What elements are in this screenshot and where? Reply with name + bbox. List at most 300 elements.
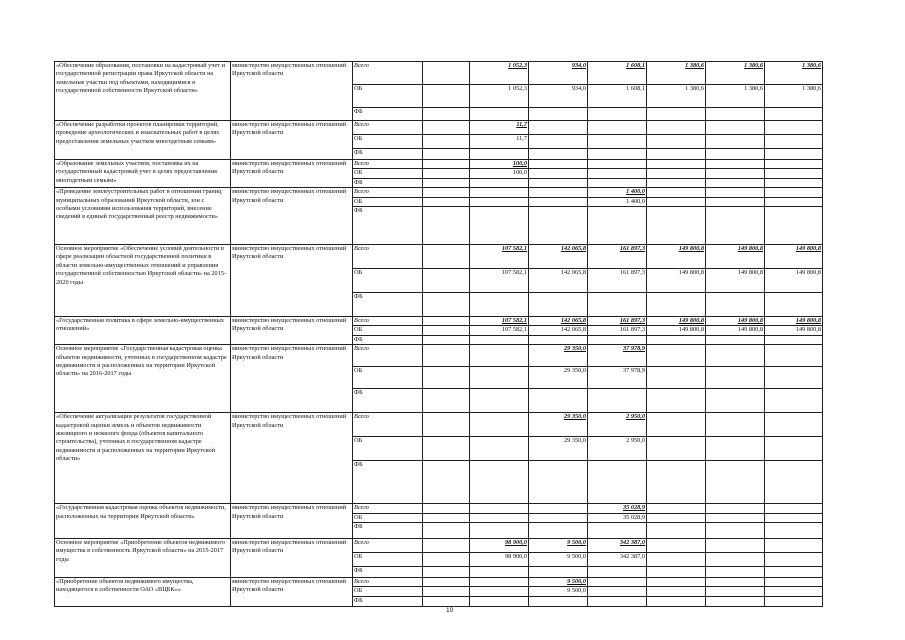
amount-cell: 149 800,8 — [765, 269, 823, 293]
amount-cell — [706, 437, 765, 461]
amount-cell — [588, 523, 647, 539]
amount-cell — [423, 578, 470, 587]
table-row-total — [55, 317, 823, 326]
amount-cell: 1 380,6 — [706, 85, 765, 108]
amount-cell — [706, 121, 765, 135]
amount-cell — [470, 461, 529, 504]
amount-cell — [647, 188, 706, 197]
funding-source: Всего — [353, 504, 423, 513]
amount-cell — [706, 578, 765, 587]
amount-cell: 149 800,8 — [765, 317, 823, 326]
amount-cell — [529, 523, 588, 539]
amount-cell — [423, 437, 470, 461]
amount-cell: 149 800,8 — [647, 269, 706, 293]
amount-cell — [588, 461, 647, 504]
measure-name: «Государственная кадастровая оценка объектов недвижимости, расположенных на территории Иркутской области» — [55, 504, 231, 539]
responsible-org: министерство имущественных отношений Иркутской области — [231, 578, 353, 607]
funding-source: ФБ — [353, 178, 423, 187]
amount-cell — [706, 188, 765, 197]
measure-name: «Приобретение объектов недвижимого имущества, находящегося в собственности ОАО «ВЦБК»» — [55, 578, 231, 607]
measure-name: Основное мероприятие «Приобретение объектов недвижимого имущества в собственность Иркутской области» на 2015-2017 годы — [55, 539, 231, 578]
amount-cell — [706, 169, 765, 178]
amount-cell — [647, 345, 706, 367]
amount-cell: 107 582,1 — [470, 269, 529, 293]
measure-name: «Обеспечение разработки проектов планировки территорий, проведение археологических и изыскательных работ в целях предоставления земельных участков многодетным семьям» — [55, 121, 231, 160]
amount-cell — [765, 461, 823, 504]
amount-cell — [470, 293, 529, 317]
amount-cell — [423, 245, 470, 269]
amount-cell — [765, 523, 823, 539]
amount-cell — [765, 188, 823, 197]
amount-cell — [423, 326, 470, 335]
amount-cell — [423, 207, 470, 245]
amount-cell — [423, 553, 470, 567]
table-row-total — [55, 539, 823, 553]
funding-source: Всего — [353, 539, 423, 553]
responsible-org: министерство имущественных отношений Иркутской области — [231, 160, 353, 188]
measure-name: «Обеспечение актуализации результатов государственной кадастровой оценки земель и объектов недвижимости жилищного и нежилого фонда (объектов капитального строительства), учтенных в государственном кадастре недвижимости и расположенных на территории Иркутской области» — [55, 413, 231, 504]
amount-cell — [470, 567, 529, 578]
amount-cell: 1 380,6 — [647, 62, 706, 85]
amount-cell: 37 978,9 — [588, 345, 647, 367]
amount-cell: 161 897,3 — [588, 245, 647, 269]
amount-cell — [423, 539, 470, 553]
table-row-total — [55, 188, 823, 197]
responsible-org: министерство имущественных отношений Иркутской области — [231, 504, 353, 539]
amount-cell — [765, 121, 823, 135]
amount-cell — [529, 335, 588, 344]
amount-cell: 149 800,8 — [647, 326, 706, 335]
responsible-org: министерство имущественных отношений Иркутской области — [231, 345, 353, 413]
amount-cell — [765, 178, 823, 187]
amount-cell: 1 400,0 — [588, 197, 647, 206]
funding-source: ОБ — [353, 197, 423, 206]
amount-cell: 9 500,0 — [529, 578, 588, 587]
measure-name: «Проведение землеустроительных работ в отношении границ муниципальных образований Иркутской области, зон с особыми условиями использования территорий, внесение сведений в единый государственный реестр недвижимости» — [55, 188, 231, 245]
amount-cell: 149 800,8 — [765, 245, 823, 269]
amount-cell — [647, 596, 706, 606]
amount-cell — [588, 389, 647, 413]
amount-cell — [529, 461, 588, 504]
amount-cell — [765, 567, 823, 578]
amount-cell — [706, 539, 765, 553]
amount-cell: 149 800,8 — [706, 317, 765, 326]
amount-cell: 1 380,6 — [765, 85, 823, 108]
amount-cell — [470, 367, 529, 389]
amount-cell: 149 800,8 — [647, 245, 706, 269]
amount-cell — [423, 160, 470, 169]
amount-cell: 37 978,9 — [588, 367, 647, 389]
amount-cell — [765, 553, 823, 567]
amount-cell — [706, 293, 765, 317]
amount-cell: 142 065,8 — [529, 317, 588, 326]
funding-source: ФБ — [353, 523, 423, 539]
amount-cell — [423, 85, 470, 108]
funding-source: ФБ — [353, 149, 423, 160]
amount-cell — [706, 178, 765, 187]
amount-cell — [765, 207, 823, 245]
amount-cell — [470, 108, 529, 121]
amount-cell — [529, 596, 588, 606]
amount-cell: 29 350,0 — [529, 413, 588, 437]
amount-cell — [706, 596, 765, 606]
amount-cell — [765, 197, 823, 206]
amount-cell — [765, 108, 823, 121]
amount-cell — [423, 178, 470, 187]
funding-source: Всего — [353, 188, 423, 197]
amount-cell: 934,0 — [529, 85, 588, 108]
amount-cell — [423, 504, 470, 513]
table-row-total — [55, 121, 823, 135]
amount-cell: 161 897,3 — [588, 326, 647, 335]
amount-cell — [529, 169, 588, 178]
amount-cell — [706, 587, 765, 596]
amount-cell — [765, 149, 823, 160]
amount-cell — [765, 539, 823, 553]
amount-cell — [647, 335, 706, 344]
amount-cell — [423, 335, 470, 344]
amount-cell — [706, 135, 765, 149]
funding-source: Всего — [353, 578, 423, 587]
funding-source: ОБ — [353, 367, 423, 389]
amount-cell — [588, 335, 647, 344]
amount-cell — [765, 169, 823, 178]
amount-cell: 1 052,3 — [470, 85, 529, 108]
amount-cell — [588, 160, 647, 169]
amount-cell: 9 500,0 — [529, 553, 588, 567]
amount-cell — [588, 121, 647, 135]
funding-source: Всего — [353, 121, 423, 135]
amount-cell — [588, 108, 647, 121]
amount-cell — [529, 207, 588, 245]
amount-cell — [647, 135, 706, 149]
funding-source: ОБ — [353, 587, 423, 596]
amount-cell — [588, 149, 647, 160]
amount-cell — [647, 121, 706, 135]
measure-name: Основное мероприятие «Государственная кадастровая оценка объектов недвижимости, учтенных в государственном кадастре недвижимости и расположенных на территории Иркутской области» на 2016-2017 годы — [55, 345, 231, 413]
amount-cell — [765, 335, 823, 344]
amount-cell — [647, 461, 706, 504]
amount-cell — [647, 587, 706, 596]
funding-source: Всего — [353, 160, 423, 169]
amount-cell — [423, 188, 470, 197]
amount-cell — [470, 345, 529, 367]
amount-cell: 1 608,1 — [588, 62, 647, 85]
amount-cell — [470, 596, 529, 606]
amount-cell: 149 800,8 — [706, 269, 765, 293]
amount-cell: 2 950,0 — [588, 437, 647, 461]
amount-cell: 107 582,1 — [470, 317, 529, 326]
amount-cell — [529, 135, 588, 149]
amount-cell — [529, 160, 588, 169]
amount-cell: 1 052,3 — [470, 62, 529, 85]
amount-cell: 29 350,0 — [529, 367, 588, 389]
amount-cell — [470, 178, 529, 187]
amount-cell: 342 387,0 — [588, 539, 647, 553]
measure-name: «Государственная политика в сфере земельно-имущественных отношений» — [55, 317, 231, 345]
funding-source: ОБ — [353, 269, 423, 293]
amount-cell: 149 800,8 — [706, 245, 765, 269]
amount-cell — [423, 149, 470, 160]
amount-cell: 35 028,9 — [588, 504, 647, 513]
amount-cell: 161 897,3 — [588, 269, 647, 293]
funding-source: ОБ — [353, 513, 423, 522]
amount-cell — [706, 523, 765, 539]
amount-cell — [706, 413, 765, 437]
amount-cell — [706, 367, 765, 389]
amount-cell — [423, 567, 470, 578]
amount-cell — [647, 178, 706, 187]
amount-cell — [765, 389, 823, 413]
amount-cell — [470, 413, 529, 437]
table-row-total — [55, 160, 823, 169]
table-row-total — [55, 504, 823, 513]
amount-cell — [529, 513, 588, 522]
amount-cell: 29 350,0 — [529, 345, 588, 367]
amount-cell — [765, 596, 823, 606]
amount-cell — [647, 413, 706, 437]
measure-name: Основное мероприятие «Обеспечение условий деятельности в сфере реализации областной государственной политики в области земельно-имущественных отношений и управления государственной собственностью Иркутской области» на 2015-2020 годы — [55, 245, 231, 317]
amount-cell — [765, 160, 823, 169]
amount-cell: 1 608,1 — [588, 85, 647, 108]
amount-cell: 98 900,0 — [470, 539, 529, 553]
table-row-total — [55, 62, 823, 85]
amount-cell — [706, 160, 765, 169]
responsible-org: министерство имущественных отношений Иркутской области — [231, 245, 353, 317]
amount-cell — [423, 413, 470, 437]
budget-table — [54, 61, 823, 607]
amount-cell — [647, 389, 706, 413]
funding-source: ФБ — [353, 389, 423, 413]
responsible-org: министерство имущественных отношений Иркутской области — [231, 188, 353, 245]
measure-name: «Образование земельных участков, постановка их на государственный кадастровый учет в целях предоставления многодетным семьям» — [55, 160, 231, 188]
amount-cell: 11,7 — [470, 135, 529, 149]
amount-cell — [423, 345, 470, 367]
amount-cell: 149 800,8 — [647, 317, 706, 326]
amount-cell — [470, 197, 529, 206]
table-row-total — [55, 578, 823, 587]
responsible-org: министерство имущественных отношений Иркутской области — [231, 62, 353, 121]
amount-cell — [765, 135, 823, 149]
amount-cell — [706, 149, 765, 160]
amount-cell — [588, 169, 647, 178]
amount-cell: 9 500,0 — [529, 587, 588, 596]
amount-cell — [529, 178, 588, 187]
amount-cell — [765, 413, 823, 437]
funding-source: ОБ — [353, 169, 423, 178]
amount-cell — [529, 389, 588, 413]
amount-cell — [470, 207, 529, 245]
amount-cell — [423, 121, 470, 135]
amount-cell — [765, 345, 823, 367]
funding-source: ОБ — [353, 85, 423, 108]
amount-cell — [529, 188, 588, 197]
amount-cell — [423, 62, 470, 85]
funding-source: ОБ — [353, 326, 423, 335]
amount-cell — [588, 207, 647, 245]
amount-cell — [706, 553, 765, 567]
amount-cell — [647, 149, 706, 160]
amount-cell — [647, 437, 706, 461]
amount-cell: 100,0 — [470, 169, 529, 178]
amount-cell: 1 380,6 — [647, 85, 706, 108]
amount-cell: 161 897,3 — [588, 317, 647, 326]
funding-source: ОБ — [353, 135, 423, 149]
responsible-org: министерство имущественных отношений Иркутской области — [231, 121, 353, 160]
funding-source: ФБ — [353, 108, 423, 121]
amount-cell — [706, 207, 765, 245]
amount-cell — [470, 149, 529, 160]
table-body — [55, 62, 823, 607]
amount-cell: 142 065,8 — [529, 326, 588, 335]
amount-cell — [706, 197, 765, 206]
amount-cell — [470, 587, 529, 596]
amount-cell — [647, 160, 706, 169]
funding-source: Всего — [353, 245, 423, 269]
amount-cell — [470, 188, 529, 197]
amount-cell — [647, 567, 706, 578]
amount-cell: 98 900,0 — [470, 553, 529, 567]
amount-cell: 2 950,0 — [588, 413, 647, 437]
amount-cell — [647, 504, 706, 513]
amount-cell — [647, 207, 706, 245]
amount-cell: 9 500,0 — [529, 539, 588, 553]
measure-name: «Обеспечение образования, постановки на кадастровый учет и государственной регистрации права Иркутской области на земельные участки под объектами, находящимися в государственной собственности Иркутской области» — [55, 62, 231, 121]
amount-cell: 11,7 — [470, 121, 529, 135]
amount-cell — [706, 461, 765, 504]
funding-source: Всего — [353, 413, 423, 437]
amount-cell — [647, 578, 706, 587]
amount-cell — [423, 461, 470, 504]
amount-cell — [647, 539, 706, 553]
amount-cell — [647, 513, 706, 522]
amount-cell — [470, 523, 529, 539]
responsible-org: министерство имущественных отношений Иркутской области — [231, 317, 353, 345]
amount-cell — [423, 169, 470, 178]
amount-cell: 342 387,0 — [588, 553, 647, 567]
amount-cell — [529, 567, 588, 578]
amount-cell — [423, 587, 470, 596]
amount-cell — [647, 169, 706, 178]
amount-cell — [765, 587, 823, 596]
amount-cell — [470, 513, 529, 522]
amount-cell: 1 400,0 — [588, 188, 647, 197]
amount-cell: 100,0 — [470, 160, 529, 169]
amount-cell — [423, 389, 470, 413]
funding-source: ФБ — [353, 567, 423, 578]
funding-source: ФБ — [353, 596, 423, 606]
amount-cell — [647, 367, 706, 389]
amount-cell — [588, 578, 647, 587]
amount-cell: 142 065,8 — [529, 269, 588, 293]
amount-cell — [423, 197, 470, 206]
responsible-org: министерство имущественных отношений Иркутской области — [231, 539, 353, 578]
amount-cell — [706, 345, 765, 367]
amount-cell: 107 582,1 — [470, 245, 529, 269]
amount-cell — [470, 437, 529, 461]
amount-cell: 934,0 — [529, 62, 588, 85]
amount-cell — [588, 596, 647, 606]
amount-cell — [647, 197, 706, 206]
amount-cell: 1 380,6 — [765, 62, 823, 85]
amount-cell: 149 800,8 — [706, 326, 765, 335]
funding-source: Всего — [353, 317, 423, 326]
amount-cell — [529, 504, 588, 513]
amount-cell — [647, 553, 706, 567]
funding-source: Всего — [353, 345, 423, 367]
amount-cell — [706, 389, 765, 413]
funding-source: ОБ — [353, 553, 423, 567]
amount-cell — [423, 269, 470, 293]
amount-cell — [706, 513, 765, 522]
amount-cell: 107 582,1 — [470, 326, 529, 335]
amount-cell: 35 028,9 — [588, 513, 647, 522]
amount-cell — [588, 178, 647, 187]
amount-cell — [765, 293, 823, 317]
amount-cell — [765, 513, 823, 522]
amount-cell — [470, 504, 529, 513]
page-number: 10 — [446, 607, 454, 614]
amount-cell — [765, 578, 823, 587]
amount-cell — [588, 293, 647, 317]
amount-cell — [706, 335, 765, 344]
amount-cell — [647, 108, 706, 121]
amount-cell — [423, 317, 470, 326]
amount-cell — [706, 108, 765, 121]
amount-cell: 29 350,0 — [529, 437, 588, 461]
amount-cell — [588, 135, 647, 149]
amount-cell — [529, 197, 588, 206]
amount-cell — [470, 578, 529, 587]
funding-source: ОБ — [353, 437, 423, 461]
table-row-total — [55, 413, 823, 437]
amount-cell — [529, 293, 588, 317]
amount-cell — [423, 367, 470, 389]
amount-cell — [423, 293, 470, 317]
table-row-total — [55, 245, 823, 269]
amount-cell — [423, 135, 470, 149]
amount-cell — [423, 523, 470, 539]
responsible-org: министерство имущественных отношений Иркутской области — [231, 413, 353, 504]
amount-cell — [529, 108, 588, 121]
funding-source: ФБ — [353, 335, 423, 344]
funding-source: ФБ — [353, 293, 423, 317]
amount-cell — [529, 121, 588, 135]
funding-source: Всего — [353, 62, 423, 85]
funding-source: ФБ — [353, 461, 423, 504]
funding-source: ФБ — [353, 207, 423, 245]
amount-cell — [765, 367, 823, 389]
amount-cell — [423, 108, 470, 121]
amount-cell — [588, 587, 647, 596]
amount-cell: 149 800,8 — [765, 326, 823, 335]
amount-cell — [470, 335, 529, 344]
amount-cell: 142 065,8 — [529, 245, 588, 269]
amount-cell — [423, 513, 470, 522]
amount-cell: 1 380,6 — [706, 62, 765, 85]
amount-cell — [706, 504, 765, 513]
amount-cell — [529, 149, 588, 160]
amount-cell — [765, 437, 823, 461]
table-row-total — [55, 345, 823, 367]
amount-cell — [706, 567, 765, 578]
amount-cell — [423, 596, 470, 606]
amount-cell — [647, 523, 706, 539]
amount-cell — [765, 504, 823, 513]
amount-cell — [470, 389, 529, 413]
amount-cell — [588, 567, 647, 578]
amount-cell — [647, 293, 706, 317]
